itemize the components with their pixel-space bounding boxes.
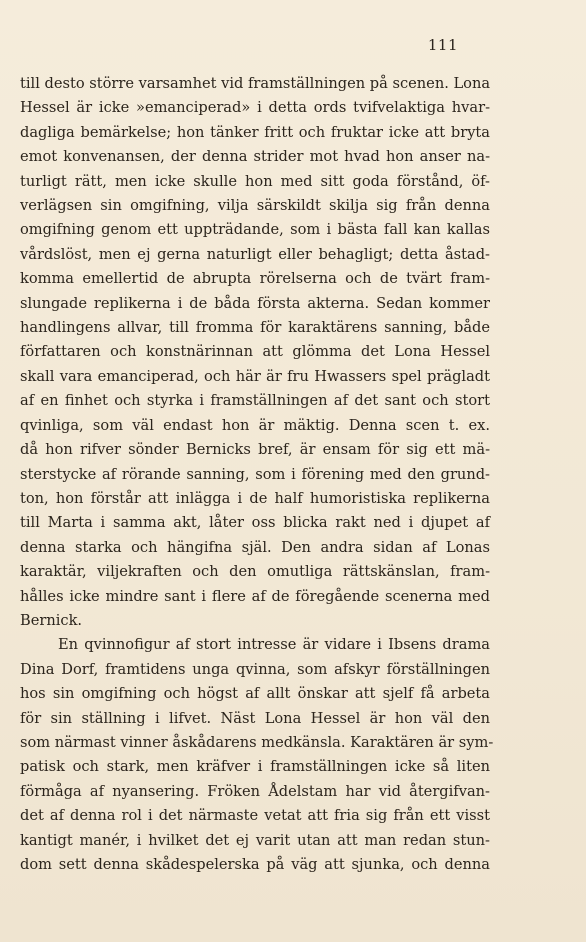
text-line: som närmast vinner åskådarens medkänsla. Karaktären är sym-: [20, 733, 494, 751]
text-line: sterstycke af rörande sanning, som i förening med den grund-: [20, 465, 490, 483]
text-line: för sin ställning i lifvet. Näst Lona Hessel är hon väl den: [20, 709, 490, 727]
text-line: förmåga af nyansering. Fröken Ådelstam har vid återgifvan-: [20, 782, 490, 800]
text-line: Bernick.: [20, 611, 83, 629]
text-line: En qvinnofigur af stort intresse är vidare i Ibsens drama: [58, 636, 490, 654]
text-line: omgifning genom ett uppträdande, som i bästa fall kan kallas: [20, 221, 490, 239]
text-line: dagliga bemärkelse; hon tänker fritt och fruktar icke att bryta: [20, 123, 490, 141]
text-line: handlingens allvar, till fromma för karaktärens sanning, både: [20, 319, 490, 337]
text-line: patisk och stark, men kräfver i framställningen icke så liten: [20, 758, 490, 776]
text-line: kantigt manér, i hvilket det ej varit utan att man redan stun-: [20, 831, 490, 849]
text-line: emot konvenansen, der denna strider mot hvad hon anser na-: [20, 148, 490, 166]
text-line: af en finhet och styrka i framställningen af det sant och stort: [20, 392, 490, 410]
text-line: till desto större varsamhet vid framställningen på scenen. Lona: [20, 75, 491, 92]
text-line: hos sin omgifning och högst af allt önskar att sjelf få arbeta: [20, 685, 490, 703]
text-line: slungade replikerna i de båda första akterna. Sedan kommer: [20, 294, 490, 312]
text-line: Hessel är icke »emanciperad» i detta ords tvifvelaktiga hvar-: [20, 99, 490, 117]
text-line: verlägsen sin omgifning, vilja särskildt skilja sig från denna: [20, 197, 490, 215]
text-line: skall vara emanciperad, och här är fru Hwassers spel prägladt: [20, 367, 490, 385]
text-line: det af denna rol i det närmaste vetat att fria sig från ett visst: [20, 807, 490, 825]
text-line: komma emellertid de abrupta rörelserna och de tvärt fram-: [20, 270, 490, 288]
text-line: hålles icke mindre sant i flere af de föregående scenerna med: [20, 587, 490, 605]
text-line: till Marta i samma akt, låter oss blicka rakt ned i djupet af: [20, 514, 490, 532]
paragraph: [20, 72, 490, 633]
page-number: 111: [427, 36, 458, 54]
text-line: dom sett denna skådespelerska på väg att sjunka, och denna: [20, 856, 490, 873]
text-line: Dina Dorf, framtidens unga qvinna, som afskyr förställningen: [20, 660, 490, 678]
text-line: då hon rifver sönder Bernicks bref, är ensam för sig ett mä-: [20, 441, 490, 459]
text-line: vårdslöst, men ej gerna naturligt eller behagligt; detta åstad-: [20, 245, 490, 263]
text-line: karaktär, viljekraften och den omutliga rättskänslan, fram-: [20, 563, 490, 581]
text-line: ton, hon förstår att inlägga i de half humoristiska replikerna: [20, 489, 490, 507]
text-line: författaren och konstnärinnan att glömma det Lona Hessel: [20, 343, 490, 361]
text-line: qvinliga, som väl endast hon är mäktig. Denna scen t. ex.: [20, 416, 490, 434]
paragraph: [20, 633, 494, 877]
text-line: turligt rätt, men icke skulle hon med sitt goda förstånd, öf-: [20, 172, 490, 190]
text-line: denna starka och hängifna själ. Den andra sidan af Lonas: [20, 538, 490, 556]
body-text: [20, 72, 494, 877]
